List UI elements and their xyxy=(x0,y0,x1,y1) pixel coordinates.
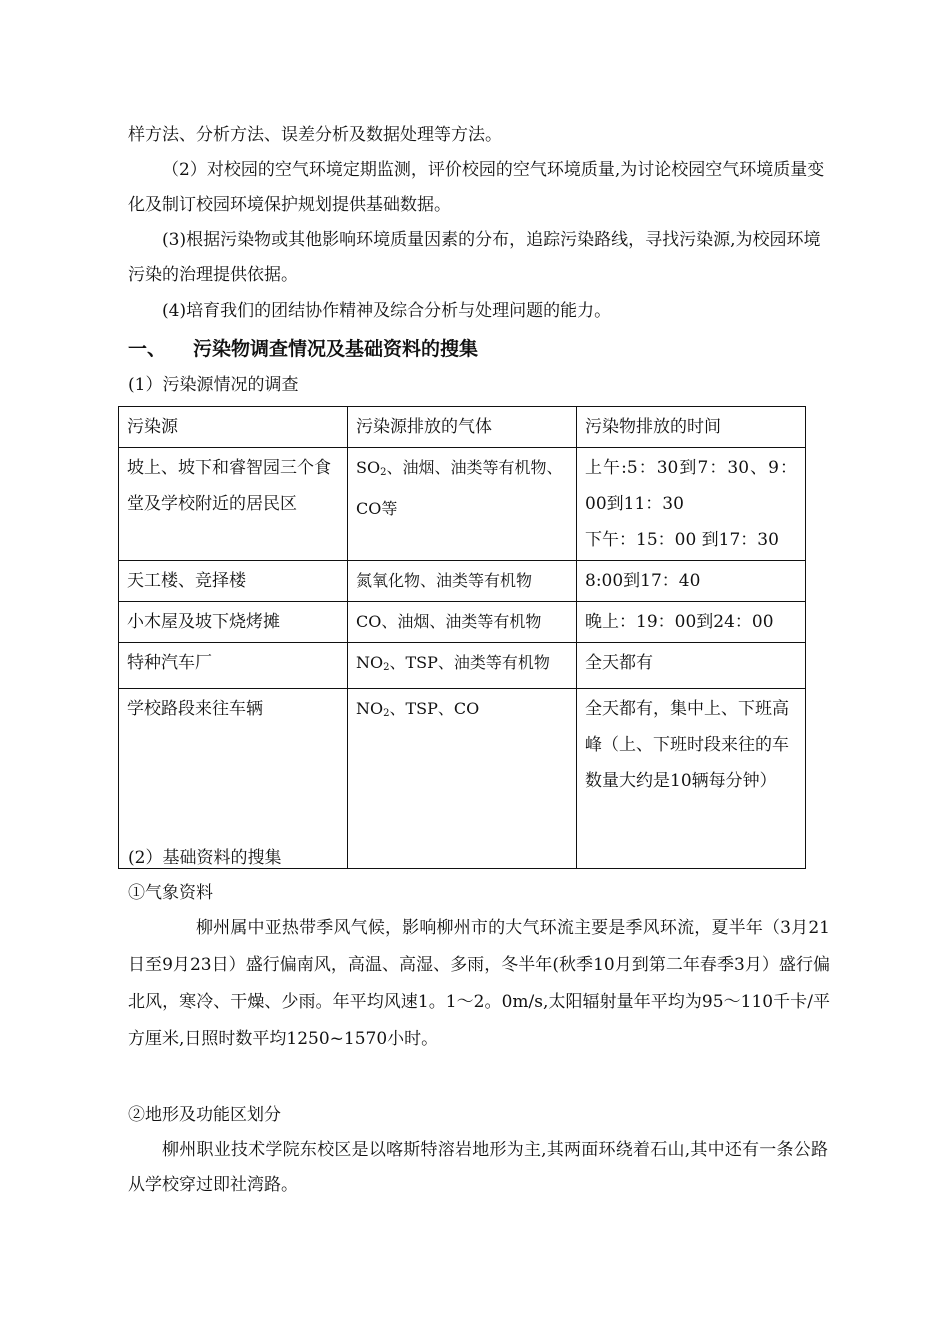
table-row xyxy=(119,602,806,643)
gas-formula: NO xyxy=(356,699,384,718)
weather-label: ①气象资料 xyxy=(128,883,213,903)
cell-source: 学校路段来往车辆 xyxy=(119,689,348,869)
header-gas: 污染源排放的气体 xyxy=(348,407,577,448)
survey-label: (1）污染源情况的调查 xyxy=(128,375,299,395)
pollution-source-table xyxy=(118,406,806,869)
cell-source: 坡上、坡下和睿智园三个食堂及学校附近的居民区 xyxy=(119,448,348,561)
cell-source: 特种汽车厂 xyxy=(119,643,348,689)
table-row xyxy=(119,643,806,689)
table-header-row xyxy=(119,407,806,448)
cell-source: 小木屋及坡下烧烤摊 xyxy=(119,602,348,643)
gas-subscript: 2 xyxy=(383,708,390,719)
cell-gas xyxy=(348,448,577,561)
intro-item-4: (4)培育我们的团结协作精神及综合分析与处理问题的能力。 xyxy=(162,301,612,321)
section-number: 一、 xyxy=(128,338,167,360)
gas-subscript: 2 xyxy=(380,467,387,478)
section-title: 污染物调查情况及基础资料的搜集 xyxy=(193,338,479,360)
section-heading xyxy=(128,334,478,361)
cell-time: 晚上：19：00到24：00 xyxy=(577,602,806,643)
header-source: 污染源 xyxy=(119,407,348,448)
weather-paragraph: 柳州属中亚热带季风气候，影响柳州市的大气环流主要是季风环流，夏半年（3月21日至9月23日）盛行偏南风，高温、高湿、多雨，冬半年(秋季10月到第二年春季3月）盛行偏北风，寒冷、干燥、少雨。年平均风速1。1～2。0m/s,太阳辐射量年平均为95～110千卡/平方厘米,日照时数平均1250~1570小时。 xyxy=(128,918,830,1049)
cell-gas: 氮氧化物、油类等有机物 xyxy=(348,561,577,602)
intro-item-2: （2）对校园的空气环境定期监测，评价校园的空气环境质量,为讨论校园空气环境质量变化及制订校园环境保护规划提供基础数据。 xyxy=(128,160,825,215)
cell-time: 全天都有 xyxy=(577,643,806,689)
cell-gas xyxy=(348,643,577,689)
gas-rest: 、油烟、油类等有机物、CO等 xyxy=(356,458,563,518)
gas-subscript: 2 xyxy=(383,662,390,673)
intro-item-3: (3)根据污染物或其他影响环境质量因素的分布，追踪污染路线，寻找污染源,为校园环境污染的治理提供依据。 xyxy=(128,230,821,285)
gas-rest: 、TSP、CO xyxy=(389,699,480,718)
table-row xyxy=(119,448,806,561)
time-afternoon: 下午：15：00 到17：30 xyxy=(585,530,779,550)
cell-time: 全天都有，集中上、下班高峰（上、下班时段来往的车数量大约是10辆每分钟） xyxy=(577,689,806,869)
cell-gas: CO、油烟、油类等有机物 xyxy=(348,602,577,643)
terrain-paragraph: 柳州职业技术学院东校区是以喀斯特溶岩地形为主,其两面环绕着石山,其中还有一条公路从学校穿过即社湾路。 xyxy=(128,1140,828,1195)
gas-formula: SO xyxy=(356,458,381,477)
table-row xyxy=(119,561,806,602)
cell-source: 天工楼、竞择楼 xyxy=(119,561,348,602)
time-morning: 上午:5：30到7：30、9：00到11：30 xyxy=(585,458,797,514)
header-time: 污染物排放的时间 xyxy=(577,407,806,448)
cell-time: 8:00到17：40 xyxy=(577,561,806,602)
intro-continued-line: 样方法、分析方法、误差分析及数据处理等方法。 xyxy=(128,125,502,145)
gas-formula: NO xyxy=(356,653,384,672)
basics-label: (2）基础资料的搜集 xyxy=(128,848,282,868)
gas-rest: 、TSP、油类等有机物 xyxy=(389,653,550,672)
cell-time xyxy=(577,448,806,561)
terrain-label: ②地形及功能区划分 xyxy=(128,1105,281,1125)
